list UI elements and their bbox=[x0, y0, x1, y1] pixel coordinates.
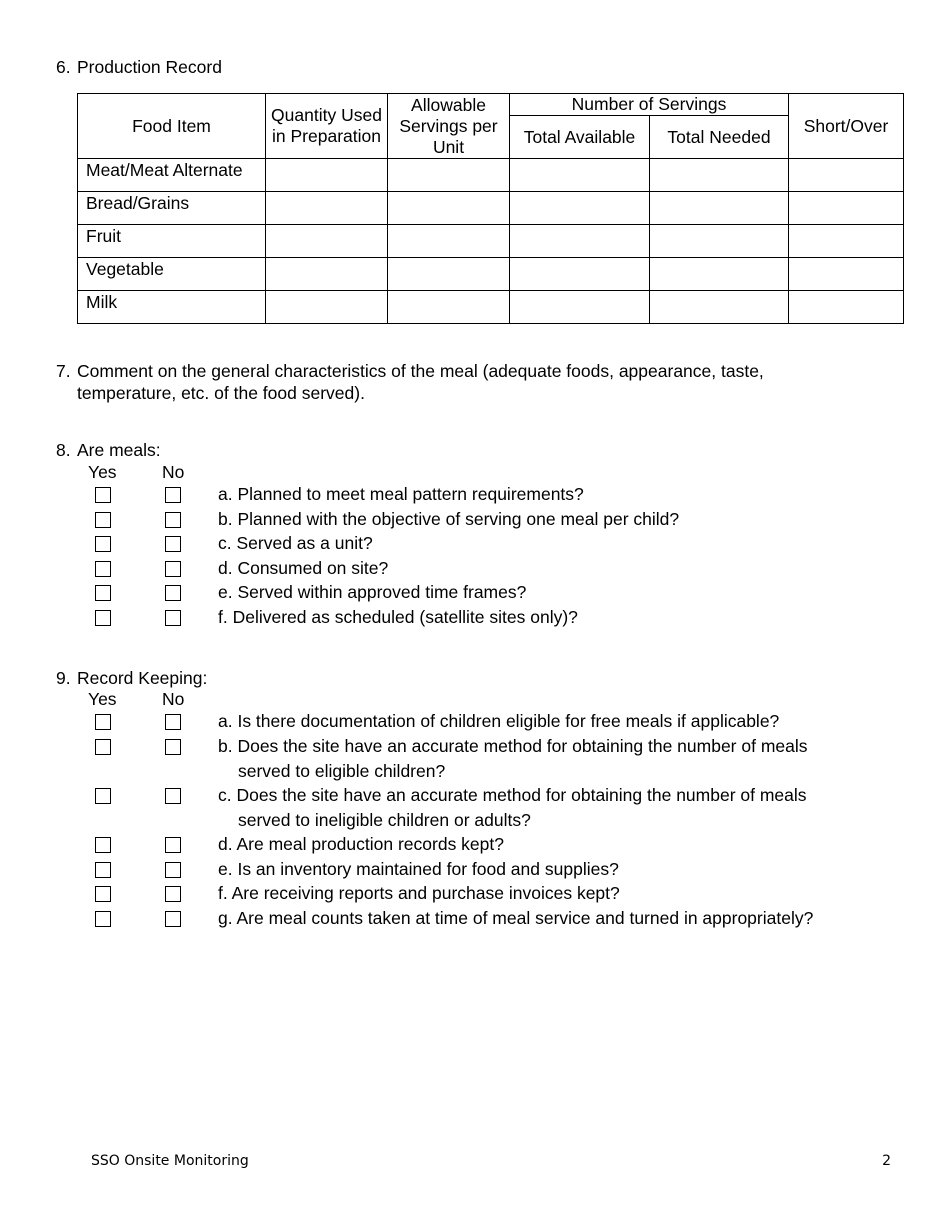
total-needed-cell[interactable] bbox=[650, 192, 789, 225]
question-item bbox=[218, 507, 679, 532]
question-text: f. Are receiving reports and purchase invoices kept? bbox=[218, 883, 620, 903]
header-total-needed: Total Needed bbox=[650, 116, 789, 159]
yes-checkbox[interactable] bbox=[95, 862, 111, 878]
yes-checkbox[interactable] bbox=[95, 610, 111, 626]
table-row bbox=[78, 192, 904, 225]
section-8-title: Are meals: bbox=[77, 440, 161, 460]
question-item bbox=[218, 531, 373, 556]
section-6-number: 6. bbox=[56, 57, 71, 77]
section-7-line-2: temperature, etc. of the food served). bbox=[77, 383, 365, 403]
yes-checkbox[interactable] bbox=[95, 714, 111, 730]
question-item bbox=[218, 580, 526, 605]
yes-checkbox[interactable] bbox=[95, 886, 111, 902]
total-needed-cell[interactable] bbox=[650, 258, 789, 291]
food-item-cell: Milk bbox=[78, 291, 266, 324]
total-available-cell[interactable] bbox=[510, 159, 650, 192]
table-row bbox=[78, 258, 904, 291]
question-item bbox=[218, 734, 808, 783]
yes-checkbox[interactable] bbox=[95, 739, 111, 755]
no-checkbox[interactable] bbox=[165, 561, 181, 577]
no-checkbox[interactable] bbox=[165, 911, 181, 927]
food-item-cell: Meat/Meat Alternate bbox=[78, 159, 266, 192]
food-item-cell: Vegetable bbox=[78, 258, 266, 291]
header-number-of-servings: Number of Servings bbox=[510, 94, 789, 116]
footer-title: SSO Onsite Monitoring bbox=[91, 1153, 249, 1169]
section-8-number: 8. bbox=[56, 440, 71, 460]
yes-checkbox[interactable] bbox=[95, 837, 111, 853]
yes-checkbox[interactable] bbox=[95, 487, 111, 503]
allowable-servings-cell[interactable] bbox=[388, 159, 510, 192]
no-checkbox[interactable] bbox=[165, 862, 181, 878]
food-item-cell: Bread/Grains bbox=[78, 192, 266, 225]
question-item bbox=[218, 783, 807, 832]
question-text: f. Delivered as scheduled (satellite sites only)? bbox=[218, 607, 578, 627]
no-column-label: No bbox=[162, 689, 185, 709]
production-record-table bbox=[77, 93, 904, 324]
yes-checkbox[interactable] bbox=[95, 512, 111, 528]
question-text: c. Does the site have an accurate method for obtaining the number of meals bbox=[218, 785, 807, 805]
yes-checkbox[interactable] bbox=[95, 561, 111, 577]
short-over-cell[interactable] bbox=[789, 291, 904, 324]
short-over-cell[interactable] bbox=[789, 258, 904, 291]
question-text-continued: served to ineligible children or adults? bbox=[238, 809, 531, 830]
no-checkbox[interactable] bbox=[165, 585, 181, 601]
question-item bbox=[218, 556, 388, 581]
yes-checkbox[interactable] bbox=[95, 585, 111, 601]
header-quantity-used: Quantity Used in Preparation bbox=[266, 94, 388, 159]
table-row bbox=[78, 225, 904, 258]
question-text-continued: served to eligible children? bbox=[238, 760, 446, 781]
question-item bbox=[218, 881, 620, 906]
section-6-title: Production Record bbox=[77, 57, 222, 77]
quantity-cell[interactable] bbox=[266, 225, 388, 258]
question-item bbox=[218, 857, 619, 882]
allowable-servings-cell[interactable] bbox=[388, 192, 510, 225]
question-text: d. Are meal production records kept? bbox=[218, 834, 504, 854]
question-text: b. Planned with the objective of serving one meal per child? bbox=[218, 509, 680, 529]
header-total-available: Total Available bbox=[510, 116, 650, 159]
total-available-cell[interactable] bbox=[510, 192, 650, 225]
food-item-cell: Fruit bbox=[78, 225, 266, 258]
page-number: 2 bbox=[882, 1153, 891, 1169]
header-short-over: Short/Over bbox=[789, 94, 904, 159]
yes-column-label: Yes bbox=[88, 462, 117, 482]
quantity-cell[interactable] bbox=[266, 192, 388, 225]
total-available-cell[interactable] bbox=[510, 291, 650, 324]
no-checkbox[interactable] bbox=[165, 610, 181, 626]
allowable-servings-cell[interactable] bbox=[388, 225, 510, 258]
question-text: e. Is an inventory maintained for food and supplies? bbox=[218, 859, 619, 879]
allowable-servings-cell[interactable] bbox=[388, 291, 510, 324]
question-text: a. Is there documentation of children eligible for free meals if applicable? bbox=[218, 711, 780, 731]
total-needed-cell[interactable] bbox=[650, 291, 789, 324]
total-needed-cell[interactable] bbox=[650, 225, 789, 258]
short-over-cell[interactable] bbox=[789, 225, 904, 258]
question-item bbox=[218, 709, 779, 734]
no-checkbox[interactable] bbox=[165, 714, 181, 730]
total-available-cell[interactable] bbox=[510, 258, 650, 291]
table-row bbox=[78, 291, 904, 324]
yes-checkbox[interactable] bbox=[95, 788, 111, 804]
no-checkbox[interactable] bbox=[165, 536, 181, 552]
no-checkbox[interactable] bbox=[165, 788, 181, 804]
no-checkbox[interactable] bbox=[165, 487, 181, 503]
total-available-cell[interactable] bbox=[510, 225, 650, 258]
short-over-cell[interactable] bbox=[789, 159, 904, 192]
yes-checkbox[interactable] bbox=[95, 536, 111, 552]
header-allowable-servings: Allowable Servings per Unit bbox=[388, 94, 510, 159]
short-over-cell[interactable] bbox=[789, 192, 904, 225]
table-row bbox=[78, 159, 904, 192]
question-text: a. Planned to meet meal pattern requirements? bbox=[218, 484, 584, 504]
section-7-number: 7. bbox=[56, 361, 71, 381]
no-checkbox[interactable] bbox=[165, 512, 181, 528]
question-text: c. Served as a unit? bbox=[218, 533, 373, 553]
quantity-cell[interactable] bbox=[266, 159, 388, 192]
no-checkbox[interactable] bbox=[165, 739, 181, 755]
section-9-number: 9. bbox=[56, 668, 71, 688]
no-checkbox[interactable] bbox=[165, 886, 181, 902]
question-item bbox=[218, 482, 584, 507]
question-text: d. Consumed on site? bbox=[218, 558, 389, 578]
quantity-cell[interactable] bbox=[266, 258, 388, 291]
yes-column-label: Yes bbox=[88, 689, 117, 709]
section-9-title: Record Keeping: bbox=[77, 668, 208, 688]
total-needed-cell[interactable] bbox=[650, 159, 789, 192]
allowable-servings-cell[interactable] bbox=[388, 258, 510, 291]
no-column-label: No bbox=[162, 462, 185, 482]
question-item bbox=[218, 906, 813, 931]
header-food-item: Food Item bbox=[78, 94, 266, 159]
question-item bbox=[218, 832, 504, 857]
question-text: g. Are meal counts taken at time of meal service and turned in appropriately? bbox=[218, 908, 814, 928]
section-7-line-1: Comment on the general characteristics of the meal (adequate foods, appearance, taste, bbox=[77, 361, 764, 381]
question-item bbox=[218, 605, 578, 630]
question-text: e. Served within approved time frames? bbox=[218, 582, 527, 602]
question-text: b. Does the site have an accurate method for obtaining the number of meals bbox=[218, 736, 808, 756]
no-checkbox[interactable] bbox=[165, 837, 181, 853]
quantity-cell[interactable] bbox=[266, 291, 388, 324]
yes-checkbox[interactable] bbox=[95, 911, 111, 927]
